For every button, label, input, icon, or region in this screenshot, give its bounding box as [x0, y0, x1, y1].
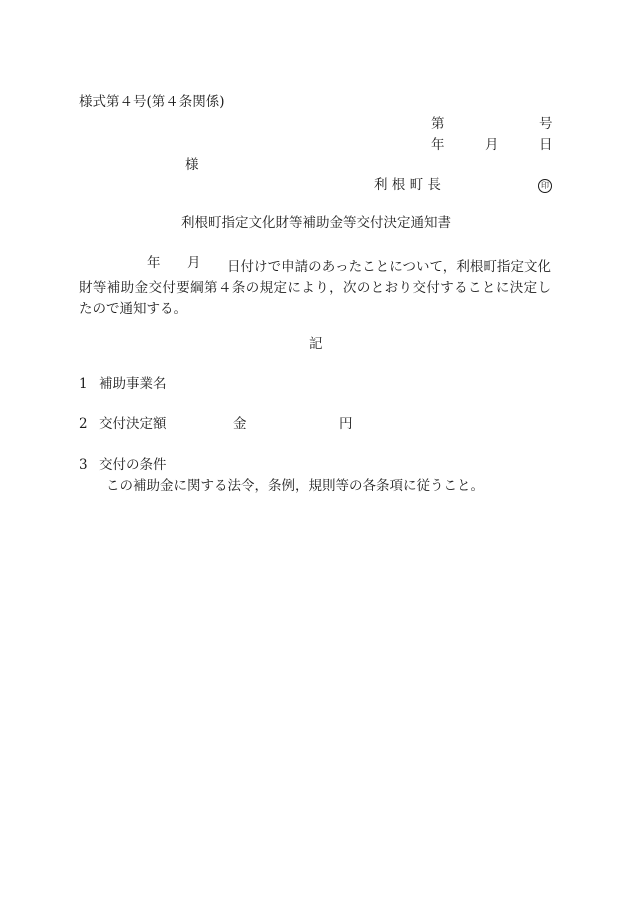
body-date-month: 月	[187, 255, 201, 271]
item-2-number: 2	[79, 416, 88, 432]
item-3-detail: この補助金に関する法令，条例，規則等の各条項に従うこと。	[106, 478, 484, 494]
item-3-number: 3	[79, 457, 88, 473]
doc-number-suffix: 号	[539, 116, 553, 132]
addressee-suffix: 様	[185, 157, 199, 173]
date-month: 月	[485, 137, 499, 153]
doc-number-prefix: 第	[431, 116, 445, 132]
ki-heading: 記	[309, 336, 323, 352]
item-2-kin: 金	[233, 416, 247, 432]
body-paragraph: 日付けで申請のあったことについて，利根町指定文化財等補助金交付要綱第４条の規定により，次のとおり交付することに決定したので通知する。	[79, 259, 551, 317]
date-day: 日	[539, 137, 553, 153]
item-2-yen: 円	[339, 416, 353, 432]
item-2-label: 交付決定額	[99, 416, 167, 432]
seal-mark: 印	[538, 179, 552, 193]
document-title: 利根町指定文化財等補助金等交付決定通知書	[181, 215, 451, 231]
item-1-label: 補助事業名	[99, 376, 167, 392]
body-date-year: 年	[147, 255, 161, 271]
date-year: 年	[431, 137, 445, 153]
item-1-number: 1	[79, 376, 88, 392]
item-3-label: 交付の条件	[99, 457, 167, 473]
issuer-name: 利 根 町 長	[374, 177, 441, 193]
form-label: 様式第４号(第４条関係)	[79, 94, 225, 110]
